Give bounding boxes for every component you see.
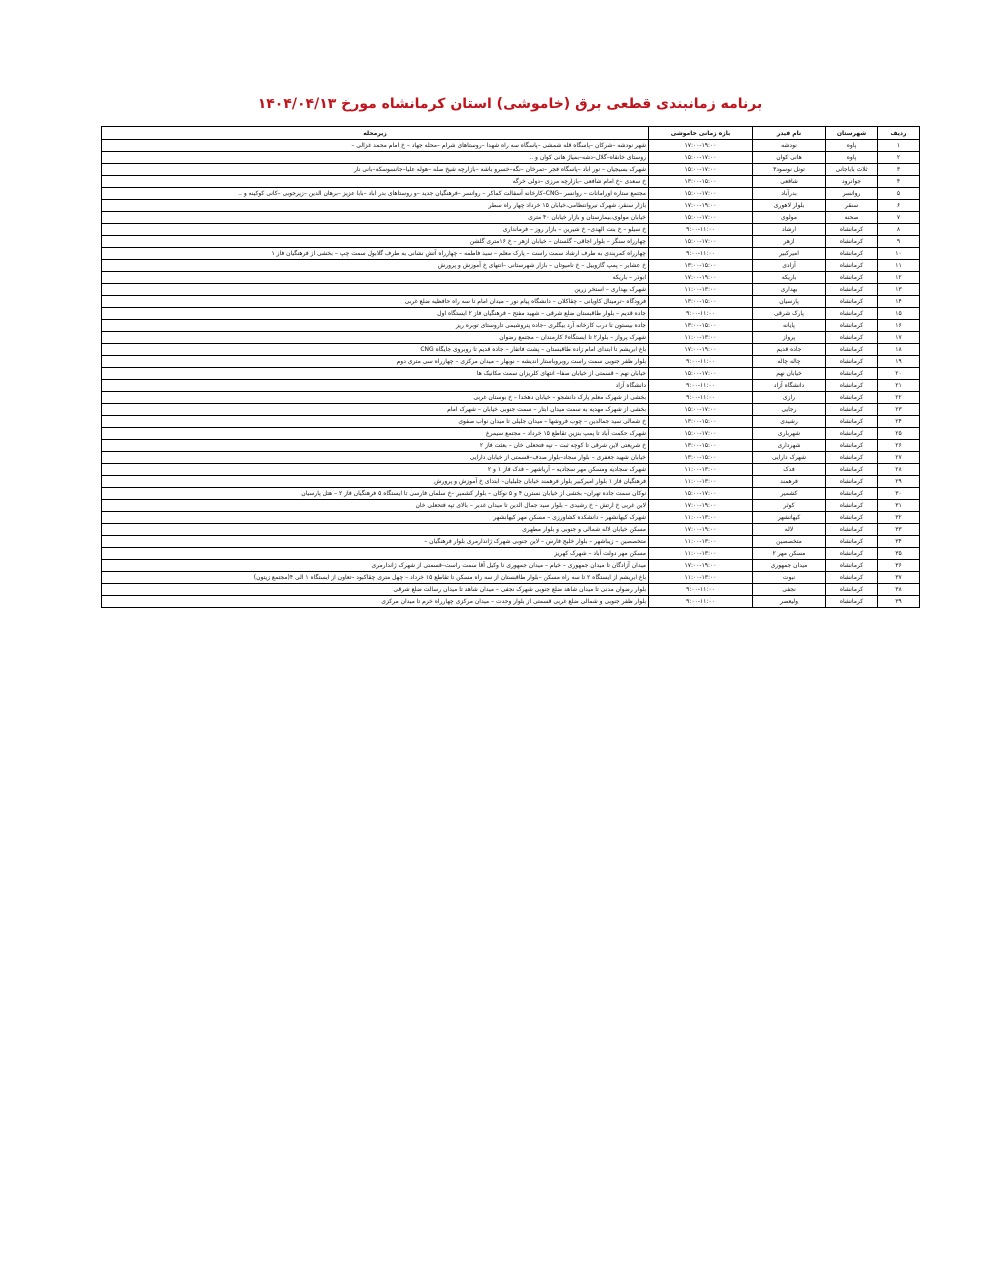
cell-time-range: ۹:۰۰-۱۱:۰۰	[649, 224, 753, 236]
cell-area: جاده بیستون تا درب کارخانه آرد بیگلری –جاده پتروشیمی تاروستای توبره ریز	[102, 320, 649, 332]
cell-feeder: چاله چاله	[753, 356, 826, 368]
cell-city: کرمانشاه	[826, 296, 878, 308]
table-row	[102, 380, 920, 392]
cell-row-number: ۳	[878, 164, 920, 176]
cell-city: کرمانشاه	[826, 548, 878, 560]
table-row	[102, 464, 920, 476]
cell-row-number: ۵	[878, 188, 920, 200]
cell-row-number: ۳۶	[878, 560, 920, 572]
cell-feeder: شهرداری	[753, 440, 826, 452]
cell-row-number: ۱۵	[878, 308, 920, 320]
table-row	[102, 260, 920, 272]
cell-row-number: ۲۸	[878, 464, 920, 476]
cell-city: کرمانشاه	[826, 284, 878, 296]
cell-time-range: ۱۵:۰۰-۱۷:۰۰	[649, 488, 753, 500]
table-row	[102, 272, 920, 284]
cell-feeder: جاده قدیم	[753, 344, 826, 356]
page-title: برنامه زمانبندی قطعی برق (خاموشی) استان کرمانشاه مورخ ۱۴۰۴/۰۴/۱۳	[257, 96, 763, 112]
cell-area: خ سیلو – خ بنت الهدی– خ شیرین – بازار روز – فرمانداری	[102, 224, 649, 236]
cell-row-number: ۱۹	[878, 356, 920, 368]
cell-time-range: ۱۳:۰۰-۱۵:۰۰	[649, 176, 753, 188]
cell-feeder: ازهر	[753, 236, 826, 248]
cell-time-range: ۱۵:۰۰-۱۷:۰۰	[649, 164, 753, 176]
cell-feeder: کیهانشهر	[753, 512, 826, 524]
cell-feeder: کوثر	[753, 500, 826, 512]
cell-row-number: ۳۲	[878, 512, 920, 524]
cell-time-range: ۱۳:۰۰-۱۵:۰۰	[649, 296, 753, 308]
cell-time-range: ۱۱:۰۰-۱۳:۰۰	[649, 476, 753, 488]
cell-city: کرمانشاه	[826, 584, 878, 596]
cell-time-range: ۱۱:۰۰-۱۳:۰۰	[649, 512, 753, 524]
cell-row-number: ۹	[878, 236, 920, 248]
cell-area: بخشی از شهرک مهدیه به سمت میدان ابتار – سمت جنوبی خیابان – شهرک امام	[102, 404, 649, 416]
cell-feeder: کشمیر	[753, 488, 826, 500]
cell-city: کرمانشاه	[826, 224, 878, 236]
cell-time-range: ۱۳:۰۰-۱۵:۰۰	[649, 416, 753, 428]
cell-time-range: ۱۱:۰۰-۱۳:۰۰	[649, 536, 753, 548]
cell-area: باغ ابریشم تا ابتدای امام زاده طاقبستان – پشت فاتفار – جاده قدیم تا روبروی جایگاه CNG	[102, 344, 649, 356]
cell-area: فرودگاه –ترمینال کاویانی – چقاکلان – دانشگاه پیام نور – میدان امام تا سه راه حافظیه ضلع غربی	[102, 296, 649, 308]
cell-feeder: ارشاد	[753, 224, 826, 236]
cell-area: خ شریعتی لاین شرقی تا کوچه ثبت – تپه فتحعلی خان – بعثت فاز ۲	[102, 440, 649, 452]
cell-area: خ شمالی سید جمالدین – چوب فروشها – میدان جلیلی تا میدان نواب صفوی	[102, 416, 649, 428]
cell-row-number: ۱۱	[878, 260, 920, 272]
cell-feeder: هانی کوان	[753, 152, 826, 164]
cell-time-range: ۱۵:۰۰-۱۷:۰۰	[649, 404, 753, 416]
cell-time-range: ۱۱:۰۰-۱۳:۰۰	[649, 332, 753, 344]
table-row	[102, 596, 920, 608]
cell-row-number: ۳۱	[878, 500, 920, 512]
cell-area: خیابان مولوی،بیمارستان و بازار خیابان ۴۰ متری	[102, 212, 649, 224]
cell-time-range: ۹:۰۰-۱۱:۰۰	[649, 308, 753, 320]
table-row	[102, 212, 920, 224]
cell-time-range: ۱۷:۰۰-۱۹:۰۰	[649, 200, 753, 212]
cell-city: کرمانشاه	[826, 308, 878, 320]
table-row	[102, 320, 920, 332]
cell-area: خیابان شهید جعفری – بلوار سجاد–بلوار صدف–قسمتی از خیابان دارایی	[102, 452, 649, 464]
table-row	[102, 572, 920, 584]
cell-time-range: ۱۵:۰۰-۱۷:۰۰	[649, 212, 753, 224]
cell-time-range: ۱۷:۰۰-۱۹:۰۰	[649, 344, 753, 356]
cell-feeder: شهرک دارایی	[753, 452, 826, 464]
cell-city: ثلاث باباجانی	[826, 164, 878, 176]
cell-city: صحنه	[826, 212, 878, 224]
table-row	[102, 488, 920, 500]
cell-city: کرمانشاه	[826, 248, 878, 260]
cell-row-number: ۲۳	[878, 404, 920, 416]
table-row	[102, 356, 920, 368]
cell-row-number: ۲	[878, 152, 920, 164]
cell-feeder: آزادی	[753, 260, 826, 272]
cell-time-range: ۹:۰۰-۱۱:۰۰	[649, 584, 753, 596]
cell-city: کرمانشاه	[826, 524, 878, 536]
cell-area: روستای خانقاه–گلال–دشه–بمیاژ هانی کوان و ..	[102, 152, 649, 164]
cell-row-number: ۲۷	[878, 452, 920, 464]
cell-row-number: ۳۸	[878, 584, 920, 596]
cell-city: کرمانشاه	[826, 452, 878, 464]
table-row	[102, 536, 920, 548]
cell-area: خ عشایر – پمپ گازوییل – خ نامیوتان – بازار شهرستانی –انتهای خ آموزش و پرورش	[102, 260, 649, 272]
cell-feeder: پارسیان	[753, 296, 826, 308]
table-row	[102, 584, 920, 596]
cell-area: بخشی از شهرک معلم پارک دانشجو – خیابان دهخدا – خ بوستان غربی	[102, 392, 649, 404]
table-row	[102, 188, 920, 200]
cell-row-number: ۲۴	[878, 416, 920, 428]
cell-feeder: متخصصین	[753, 536, 826, 548]
cell-city: کرمانشاه	[826, 512, 878, 524]
cell-city: کرمانشاه	[826, 596, 878, 608]
cell-area: فرهنگیان فاز ۱ بلوار امیرکبیر بلوار فرهمند خیابان جلیلیان– ابتدای خ آموزش و پرورش	[102, 476, 649, 488]
cell-row-number: ۳۹	[878, 596, 920, 608]
cell-area: چهارراه سنگر – بلوار اجاقی– گلستان – خیابان ازهر – خ ۱۶متری گلشن	[102, 236, 649, 248]
cell-area: بازار سنقر، شهرک نیروانتظامی،خیابان ۱۵ خرداد چهار راه سطر	[102, 200, 649, 212]
cell-time-range: ۱۳:۰۰-۱۵:۰۰	[649, 260, 753, 272]
outage-schedule-table	[101, 126, 920, 608]
cell-row-number: ۲۲	[878, 392, 920, 404]
cell-feeder: بهداری	[753, 284, 826, 296]
cell-area: چهارراه کمربندی به طرف ارشاد سمت راست – پارک معلم – سید فاطمه – چهارراه آتش نشانی به طرف گلابول سمت چپ – بخشی از فرهنگیان فاز ۱	[102, 248, 649, 260]
cell-feeder: رجایی	[753, 404, 826, 416]
table-row	[102, 440, 920, 452]
header-row-number: ردیف	[878, 127, 920, 140]
header-time-range: بازه زمانی خاموشی	[649, 127, 753, 140]
cell-area: بلوار رضوان مدنی تا میدان شاهد ضلع جنوبی شهرک نجفی – میدان شاهد تا میدان رسالت ضلع شرقی	[102, 584, 649, 596]
cell-city: کرمانشاه	[826, 404, 878, 416]
cell-city: کرمانشاه	[826, 356, 878, 368]
cell-row-number: ۱۶	[878, 320, 920, 332]
cell-feeder: شافعی	[753, 176, 826, 188]
cell-time-range: ۱۵:۰۰-۱۷:۰۰	[649, 236, 753, 248]
table-header-row	[102, 127, 920, 140]
cell-city: کرمانشاه	[826, 536, 878, 548]
cell-time-range: ۱۷:۰۰-۱۹:۰۰	[649, 524, 753, 536]
cell-row-number: ۲۵	[878, 428, 920, 440]
cell-time-range: ۱۱:۰۰-۱۳:۰۰	[649, 548, 753, 560]
cell-row-number: ۱۲	[878, 272, 920, 284]
cell-feeder: ولیعصر	[753, 596, 826, 608]
cell-area: مجتمع ستاره اورامانات – روانسر –CNG–کارخانه آسفالت کماکر – روانسر –فرهنگیان جدید –و روستاهای بدر اباد –بابا عزیز –برهان الدین –زیرجوبی –کانی کوکینه و ..	[102, 188, 649, 200]
cell-row-number: ۳۵	[878, 548, 920, 560]
cell-time-range: ۱۷:۰۰-۱۹:۰۰	[649, 560, 753, 572]
cell-row-number: ۲۹	[878, 476, 920, 488]
cell-row-number: ۱۸	[878, 344, 920, 356]
table-row	[102, 560, 920, 572]
cell-time-range: ۹:۰۰-۱۱:۰۰	[649, 248, 753, 260]
table-row	[102, 428, 920, 440]
cell-feeder: مسکن مهر ۲	[753, 548, 826, 560]
table-row	[102, 392, 920, 404]
cell-city: کرمانشاه	[826, 236, 878, 248]
cell-row-number: ۱	[878, 140, 920, 152]
cell-feeder: تونل نوسود۳	[753, 164, 826, 176]
cell-city: کرمانشاه	[826, 380, 878, 392]
header-city: شهرستان	[826, 127, 878, 140]
cell-time-range: ۱۵:۰۰-۱۷:۰۰	[649, 428, 753, 440]
cell-time-range: ۹:۰۰-۱۱:۰۰	[649, 596, 753, 608]
cell-time-range: ۱۱:۰۰-۱۳:۰۰	[649, 284, 753, 296]
table-row	[102, 236, 920, 248]
cell-city: کرمانشاه	[826, 416, 878, 428]
cell-row-number: ۱۷	[878, 332, 920, 344]
cell-time-range: ۱۳:۰۰-۱۵:۰۰	[649, 320, 753, 332]
table-row	[102, 164, 920, 176]
cell-row-number: ۳۳	[878, 524, 920, 536]
cell-row-number: ۳۰	[878, 488, 920, 500]
cell-row-number: ۴	[878, 176, 920, 188]
table-row	[102, 176, 920, 188]
cell-city: پاوه	[826, 140, 878, 152]
cell-city: کرمانشاه	[826, 344, 878, 356]
cell-feeder: مولوی	[753, 212, 826, 224]
cell-area: جاده قدیم – بلوار طاقبستان ضلع شرقی – شهید مفتح – فرهنگیان فاز ۲ ایستگاه اول	[102, 308, 649, 320]
cell-row-number: ۶	[878, 200, 920, 212]
table-row	[102, 332, 920, 344]
table-row	[102, 308, 920, 320]
cell-time-range: ۱۷:۰۰-۱۹:۰۰	[649, 272, 753, 284]
cell-area: شهرک بسیجیان – نور اباد –پاسگاه فجر –تمرخان –نگه–خسرو باشه –بازارچه شیخ صله –هوله علیا–جانسوسکه–بانی نار	[102, 164, 649, 176]
table-row	[102, 224, 920, 236]
cell-feeder: دانشگاه آزاد	[753, 380, 826, 392]
table-row	[102, 476, 920, 488]
cell-area: شهرک حکمت آباد تا پمپ بنزین تقاطع ۱۵ خرداد – مجتمع سیمرغ	[102, 428, 649, 440]
table-row	[102, 512, 920, 524]
cell-feeder: رازی	[753, 392, 826, 404]
cell-area: خیابان نهم – قسمتی از خیابان صفا– انتهای کلریزان سمت مکانیک ها	[102, 368, 649, 380]
cell-time-range: ۱۷:۰۰-۱۹:۰۰	[649, 500, 753, 512]
cell-feeder: پارک شرقی	[753, 308, 826, 320]
cell-city: کرمانشاه	[826, 488, 878, 500]
cell-area: مسکن مهر دولت آباد – شهرک کهریز	[102, 548, 649, 560]
cell-time-range: ۱۱:۰۰-۱۳:۰۰	[649, 572, 753, 584]
table-row	[102, 524, 920, 536]
table-row	[102, 548, 920, 560]
cell-city: کرمانشاه	[826, 392, 878, 404]
cell-time-range: ۹:۰۰-۱۱:۰۰	[649, 356, 753, 368]
cell-city: روانسر	[826, 188, 878, 200]
table-row	[102, 404, 920, 416]
cell-area: شهرک کیهانشهر – دانشکده کشاورزی – مسکن مهر کیهانشهر	[102, 512, 649, 524]
cell-city: کرمانشاه	[826, 476, 878, 488]
cell-time-range: ۱۳:۰۰-۱۵:۰۰	[649, 440, 753, 452]
cell-feeder: لاله	[753, 524, 826, 536]
cell-city: کرمانشاه	[826, 560, 878, 572]
cell-feeder: رشیدی	[753, 416, 826, 428]
cell-time-range: ۹:۰۰-۱۱:۰۰	[649, 392, 753, 404]
table-row	[102, 248, 920, 260]
cell-city: کرمانشاه	[826, 440, 878, 452]
cell-area: باغ ابریشم از ایستگاه ۲ تا سه راه مسکن –بلوار طاقبستان از سه راه مسکن تا تقاطع ۱۵ خرداد – چهل متری چقاکبود –تعاون از ایستگاه ۱ الی ۴(مجتمع زیتون)	[102, 572, 649, 584]
header-area: زیرمحله	[102, 127, 649, 140]
cell-time-range: ۱۳:۰۰-۱۵:۰۰	[649, 452, 753, 464]
cell-feeder: بدرآباد	[753, 188, 826, 200]
cell-city: کرمانشاه	[826, 320, 878, 332]
cell-row-number: ۱۴	[878, 296, 920, 308]
cell-time-range: ۱۵:۰۰-۱۷:۰۰	[649, 368, 753, 380]
cell-city: کرمانشاه	[826, 464, 878, 476]
table-row	[102, 296, 920, 308]
cell-feeder: باریکه	[753, 272, 826, 284]
cell-area: مسکن خیابان لاله شمالی و جنوبی و بلوار مطهری	[102, 524, 649, 536]
table-row	[102, 344, 920, 356]
cell-feeder: فرهمند	[753, 476, 826, 488]
cell-row-number: ۳۷	[878, 572, 920, 584]
cell-feeder: میدان جمهوری	[753, 560, 826, 572]
cell-area: نوکان سمت جاده تهران– بخشی از خیابان نسترن ۴ و ۵ نوکان – بلوار کشمیر –خ سلمان فارسی تا ایستگاه ۵ فرهنگیان فاز ۲ – هتل پارسیان	[102, 488, 649, 500]
cell-city: کرمانشاه	[826, 572, 878, 584]
cell-row-number: ۲۰	[878, 368, 920, 380]
cell-area: خ سعدی –خ امام شافعی –بازارچه مرزی –دولی خرگه	[102, 176, 649, 188]
table-row	[102, 416, 920, 428]
cell-feeder: امیرکبیر	[753, 248, 826, 260]
table-row	[102, 452, 920, 464]
cell-row-number: ۱۳	[878, 284, 920, 296]
cell-time-range: ۱۵:۰۰-۱۷:۰۰	[649, 188, 753, 200]
cell-city: کرمانشاه	[826, 428, 878, 440]
cell-area: بلوار ظفر جنوبی سمت راست روبروباستار اندیشه – نوبهار – میدان مرکزی – چهارراه سی متری دوم	[102, 356, 649, 368]
cell-feeder: نجفی	[753, 584, 826, 596]
cell-row-number: ۲۶	[878, 440, 920, 452]
cell-city: پاوه	[826, 152, 878, 164]
table-body	[102, 140, 920, 608]
cell-city: جوانرود	[826, 176, 878, 188]
cell-area: دانشگاه آزاد	[102, 380, 649, 392]
cell-feeder: نبوت	[753, 572, 826, 584]
table-row	[102, 140, 920, 152]
cell-area: بلوار ظفر جنوبی و شمالی ضلع غربی قسمتی از بلوار وحدت – میدان مرکزی چهارراه خرم تا میدان مرکزی	[102, 596, 649, 608]
cell-city: کرمانشاه	[826, 500, 878, 512]
cell-feeder: پایانه	[753, 320, 826, 332]
cell-area: لاین غربی خ ارتش – خ رشیدی – بلوار سید جمال الدین تا میدان غدیر – بالای تپه فتحعلی خان	[102, 500, 649, 512]
cell-feeder: بلوار لاهوری	[753, 200, 826, 212]
cell-feeder: خیابان نهم	[753, 368, 826, 380]
cell-row-number: ۱۰	[878, 248, 920, 260]
cell-row-number: ۸	[878, 224, 920, 236]
cell-city: کرمانشاه	[826, 260, 878, 272]
cell-area: میدان آزادگان تا میدان جمهوری – خیام – میدان جمهوری تا وکیل آقا سمت راست–قسمتی از شهرک ژاندارمری	[102, 560, 649, 572]
cell-area: شهرک سجادیه ومسکن مهر سجادیه – آریاشهر – فدک فاز ۱ و ۲	[102, 464, 649, 476]
cell-feeder: شهرباری	[753, 428, 826, 440]
cell-time-range: ۱۵:۰۰-۱۷:۰۰	[649, 152, 753, 164]
table-row	[102, 284, 920, 296]
cell-area: شهرک پرواز – بلوار۲ تا ایستگاه۶ کارمندان – مجتمع رضوان	[102, 332, 649, 344]
cell-row-number: ۳۴	[878, 536, 920, 548]
table-row	[102, 152, 920, 164]
header-feeder: نام فیدر	[753, 127, 826, 140]
cell-area: ابوذر – باریکه	[102, 272, 649, 284]
cell-row-number: ۷	[878, 212, 920, 224]
cell-area: شهرک بهداری – استخر زرین	[102, 284, 649, 296]
cell-feeder: پرواز	[753, 332, 826, 344]
cell-city: کرمانشاه	[826, 272, 878, 284]
cell-feeder: نودشه	[753, 140, 826, 152]
cell-time-range: ۹:۰۰-۱۱:۰۰	[649, 380, 753, 392]
table-row	[102, 200, 920, 212]
cell-city: کرمانشاه	[826, 368, 878, 380]
cell-time-range: ۱۷:۰۰-۱۹:۰۰	[649, 140, 753, 152]
table-row	[102, 368, 920, 380]
cell-area: شهر نودشه –شرکان –پاسگاه قله شمشی –پاسگاه سه راه شهدا –روستاهای شرام –محله جهاد – خ امام محمد غزالی –	[102, 140, 649, 152]
cell-feeder: فدک	[753, 464, 826, 476]
cell-time-range: ۱۱:۰۰-۱۳:۰۰	[649, 464, 753, 476]
cell-city: سنقر	[826, 200, 878, 212]
cell-city: کرمانشاه	[826, 332, 878, 344]
table-row	[102, 500, 920, 512]
cell-row-number: ۲۱	[878, 380, 920, 392]
cell-area: متخصصین – زیباشهر – بلوار خلیج فارس – لاین جنوبی شهرک ژاندارمری بلوار فرهنگیان –	[102, 536, 649, 548]
